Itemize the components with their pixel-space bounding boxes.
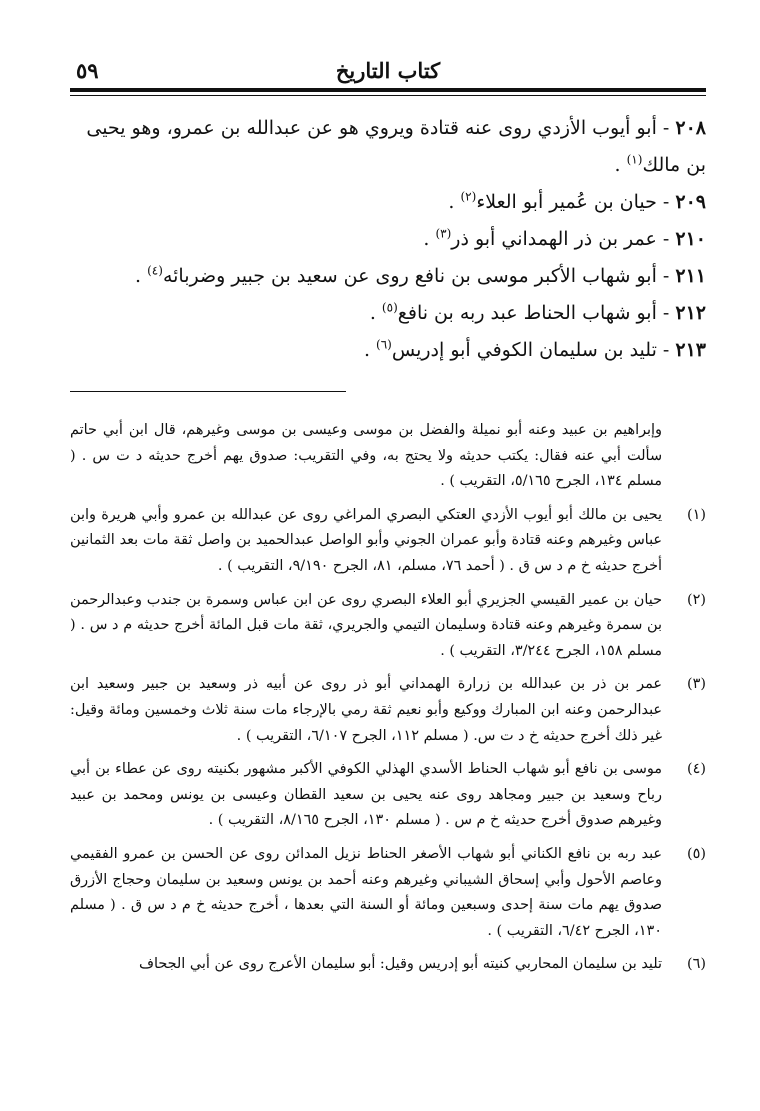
- entry-number: ٢١٠: [675, 228, 706, 250]
- running-title: كتاب التاريخ: [335, 58, 441, 83]
- footnote-3: [70, 672, 706, 749]
- entry-number: ٢١٣: [675, 339, 706, 361]
- footnote-text: يحيى بن مالك أبو أيوب الأزدي العتكي البصري المراغي روى عن عبدالله بن عمرو وأبي هريرة وابن عباس وغيرهم وعنه قتادة وأبو عمران الجوني وأبو الواصل عبدالحميد بن واصل ثقة مات بعد الثمانين أخرج حديثه خ م د س ق . ( أحمد ٧٦، مسلم، ٨١، الجرح ٩/١٩٠، التقريب ) .: [70, 506, 662, 574]
- entry-end: .: [423, 228, 436, 250]
- entry-list: [70, 110, 706, 369]
- footnote-text: تليد بن سليمان المحاربي كنيته أبو إدريس وقيل: أبو سليمان الأعرج روى عن أبي الجحاف: [139, 956, 662, 973]
- footnote-mark: (٦): [687, 956, 706, 973]
- entry-text: أبو شهاب الحناط عبد ربه بن نافع: [397, 302, 657, 324]
- footnote-1: [70, 503, 706, 580]
- entry-text: عمر بن ذر الهمداني أبو ذر: [451, 228, 657, 250]
- footnote-continuation: [70, 418, 706, 495]
- entry-212: ٢١٢ - أبو شهاب الحناط عبد ربه بن نافع$^{(٥)}$ .: [369, 300, 706, 324]
- entry-end: .: [614, 154, 627, 176]
- footnotes: [70, 418, 706, 978]
- footnote-mark: (٥): [687, 845, 706, 862]
- entry-213: ٢١٣ - تليد بن سليمان الكوفي أبو إدريس$^{(٦)}$ .: [363, 337, 706, 361]
- entry-number: ٢١١: [675, 265, 706, 287]
- footnote-ref: (٢): [460, 189, 477, 204]
- entry-number: ٢٠٩: [675, 191, 706, 213]
- entry-211: ٢١١ - أبو شهاب الأكبر موسى بن نافع روى عن سعيد بن جبير وضربائه$^{(٤)}$ .: [135, 263, 706, 287]
- footnote-mark: (١): [687, 506, 706, 523]
- entry-end: .: [448, 191, 461, 213]
- entry-210: ٢١٠ - عمر بن ذر الهمداني أبو ذر$^{(٣)}$ .: [423, 226, 706, 250]
- entry-209: ٢٠٩ - حيان بن عُمير أبو العلاء$^{(٢)}$ .: [448, 189, 706, 213]
- entry-text: أبو شهاب الأكبر موسى بن نافع روى عن سعيد بن جبير وضربائه: [162, 265, 657, 287]
- page-header: [70, 40, 706, 86]
- entry-text: تليد بن سليمان الكوفي أبو إدريس: [391, 339, 657, 361]
- footnote-mark: (٤): [687, 761, 706, 778]
- footnote-ref: (٤): [147, 263, 163, 278]
- footnote-ref: (٣): [435, 226, 452, 241]
- footnote-mark: (٢): [687, 591, 706, 608]
- footnote-2: [70, 588, 706, 665]
- footnote-ref: (٥): [381, 300, 398, 315]
- entry-end: .: [135, 265, 148, 287]
- footnote-mark: (٣): [687, 676, 706, 693]
- footnote-text: عمر بن ذر بن عبدالله بن زرارة الهمداني أبو ذر روى عن أبيه ذر وسعيد بن جبير وسعيد ابن عبدالرحمن وعنه ابن المبارك ووكيع وأبو نعيم ثقة رمي بالإرجاء مات سنة ثلاث وخمسين ومائة وقيل: غير ذلك أخرج حديثه خ د ت س. ( مسلم ١١٢، الجرح ٦/١٠٧، التقريب ) .: [70, 676, 662, 744]
- header-rule-thin: [70, 95, 706, 96]
- footnote-text: وإبراهيم بن عبيد وعنه أبو نميلة والفضل بن موسى وعيسى بن موسى وغيرهم، قال ابن أبي حاتم سألت أبي عنه فقال: يكتب حديثه ولا يحتج به، وفي التقريب: صدوق يهم أخرج حديثه د ت س . ( مسلم ١٣٤، الجرح ٥/١٦٥، التقريب ) .: [70, 422, 662, 490]
- footnote-ref: (٦): [376, 337, 392, 352]
- footnote-text: حيان بن عمير القيسي الجزيري أبو العلاء البصري روى عن ابن عباس وسمرة بن جندب وعبدالرحمن بن سمرة وغيرهم وعنه قتادة وسليمان التيمي والجريري، ثقة مات قبل المائة أخرج حديثه م د س . ( مسلم ١٥٨، الجرح ٣/٢٤٤، التقريب ) .: [70, 591, 662, 659]
- entry-end: .: [369, 302, 382, 324]
- footnote-text: موسى بن نافع أبو شهاب الحناط الأسدي الهذلي الكوفي الأكبر مشهور بكنيته روى عن عطاء بن أبي رباح وسعيد بن جبير ومجاهد روى عنه يحيى بن سعيد القطان وعيسى بن يونس ومحمد بن عبيد وغيرهم صدوق أخرج حديثه خ م س . ( مسلم ١٣٠، الجرح ٨/١٦٥، التقريب ) .: [70, 761, 662, 829]
- entry-208: ٢٠٨ - أبو أيوب الأزدي روى عنه قتادة ويروي هو عن عبدالله بن عمرو، وهو يحيى بن مالك$^{(١)}$ .: [86, 117, 706, 176]
- header-rule-thick: [70, 88, 706, 92]
- footnote-text: عبد ربه بن نافع الكناني أبو شهاب الأصغر الحناط نزيل المدائن روى عن الحسن بن عمرو الفقيمي وعاصم الأحول وأبي إسحاق الشيباني وغيرهم وعنه أحمد بن يونس وسعيد بن سليمان وحجاج الأزرق صدوق يهم مات سنة إحدى وسبعين ومائة أو السنة التي بعدها ، أخرج حديثه خ م د س ق . ( مسلم ١٣٠، الجرح ٦/٤٢، التقريب ) .: [70, 845, 662, 939]
- footnote-5: [70, 842, 706, 944]
- book-page: [70, 40, 706, 986]
- footnote-ref: (١): [626, 152, 643, 167]
- footnote-6: [70, 952, 706, 978]
- entry-number: ٢١٢: [675, 302, 706, 324]
- footnote-divider: [70, 391, 346, 392]
- entry-number: ٢٠٨: [675, 117, 706, 139]
- entry-text: حيان بن عُمير أبو العلاء: [476, 191, 657, 213]
- footnote-4: [70, 757, 706, 834]
- entry-text: أبو أيوب الأزدي روى عنه قتادة ويروي هو عن عبدالله بن عمرو، وهو يحيى بن مالك: [86, 117, 706, 176]
- page-number: ٥٩: [76, 58, 99, 83]
- entry-end: .: [363, 339, 377, 361]
